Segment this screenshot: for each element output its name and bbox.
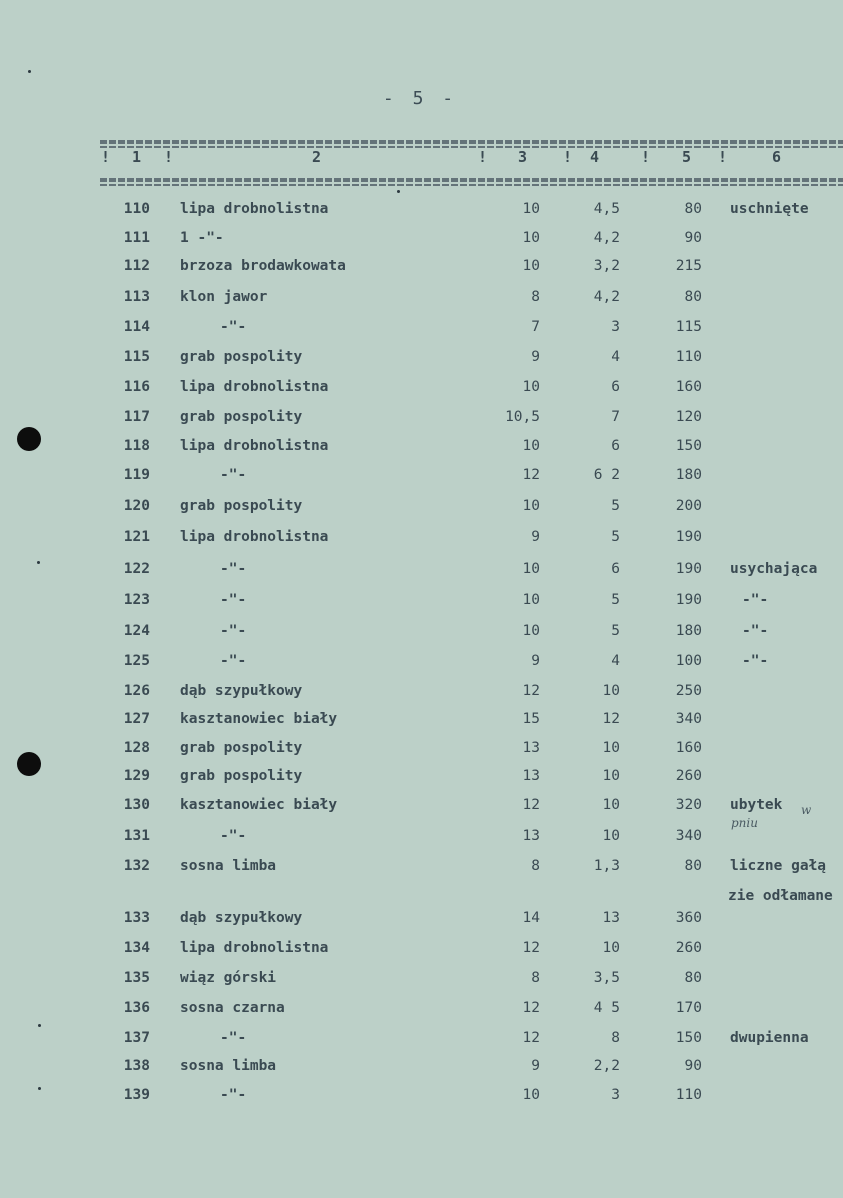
tree-species: kasztanowiec biały <box>180 711 338 727</box>
value-col-4: 3,5 <box>593 970 620 986</box>
value-col-3: 15 <box>522 711 540 727</box>
value-col-5: 340 <box>675 828 702 844</box>
tree-species: lipa drobnolistna <box>180 379 329 395</box>
value-col-5: 90 <box>684 230 702 246</box>
tree-number: 137 <box>123 1030 150 1046</box>
value-col-3: 13 <box>522 740 540 756</box>
value-col-3: 10 <box>522 201 540 217</box>
tree-number: 117 <box>123 409 150 425</box>
table-row <box>0 711 843 737</box>
tree-number: 136 <box>123 1000 150 1016</box>
value-col-4: 4,2 <box>593 289 620 305</box>
header-top-rule <box>100 140 843 144</box>
value-col-5: 80 <box>684 970 702 986</box>
value-col-4: 7 <box>611 409 620 425</box>
value-col-5: 340 <box>675 711 702 727</box>
value-col-5: 80 <box>684 858 702 874</box>
value-col-4: 4,5 <box>593 201 620 217</box>
value-col-5: 180 <box>675 467 702 483</box>
value-col-5: 360 <box>675 910 702 926</box>
value-col-5: 150 <box>675 438 702 454</box>
value-col-5: 90 <box>684 1058 702 1074</box>
table-row <box>0 910 843 936</box>
tree-number: 129 <box>123 768 150 784</box>
table-row <box>0 940 843 966</box>
value-col-4: 2,2 <box>593 1058 620 1074</box>
header-col-6: 6 <box>772 148 782 166</box>
tree-species: -"- <box>220 828 247 844</box>
value-col-3: 7 <box>531 319 540 335</box>
remark: -"- <box>742 623 769 639</box>
value-col-4: 3 <box>611 1087 620 1103</box>
paper-speck <box>37 561 40 564</box>
table-row <box>0 201 843 227</box>
header-col-4: 4 <box>590 148 600 166</box>
remark-continuation: zie odłamane <box>728 888 833 904</box>
tree-species: 1 -"- <box>180 230 224 246</box>
value-col-4: 13 <box>602 910 620 926</box>
value-col-3: 10 <box>522 1087 540 1103</box>
remark: -"- <box>742 653 769 669</box>
value-col-4: 10 <box>602 940 620 956</box>
table-row <box>0 438 843 464</box>
tree-number: 112 <box>123 258 150 274</box>
value-col-5: 190 <box>675 561 702 577</box>
value-col-4: 10 <box>602 683 620 699</box>
value-col-5: 200 <box>675 498 702 514</box>
table-row <box>0 768 843 794</box>
tree-number: 127 <box>123 711 150 727</box>
header-separator: ! <box>101 148 111 166</box>
table-row <box>0 592 843 618</box>
table-row <box>0 1058 843 1084</box>
value-col-3: 12 <box>522 797 540 813</box>
header-top-rule-2 <box>100 146 843 148</box>
tree-species: lipa drobnolistna <box>180 940 329 956</box>
tree-species: grab pospolity <box>180 409 303 425</box>
value-col-5: 170 <box>675 1000 702 1016</box>
value-col-4: 12 <box>602 711 620 727</box>
tree-species: kasztanowiec biały <box>180 797 338 813</box>
value-col-4: 5 <box>611 529 620 545</box>
tree-species: sosna limba <box>180 1058 277 1074</box>
table-row <box>0 1030 843 1056</box>
value-col-5: 120 <box>675 409 702 425</box>
punch-hole <box>17 427 41 451</box>
table-row <box>0 1087 843 1113</box>
remark: ubytek <box>730 797 783 813</box>
value-col-3: 12 <box>522 940 540 956</box>
tree-number: 131 <box>123 828 150 844</box>
value-col-4: 6 2 <box>593 467 620 483</box>
value-col-3: 10 <box>522 230 540 246</box>
page-number: - 5 - <box>382 88 458 109</box>
value-col-4: 10 <box>602 740 620 756</box>
value-col-3: 10 <box>522 561 540 577</box>
tree-species: dąb szypułkowy <box>180 910 303 926</box>
tree-number: 116 <box>123 379 150 395</box>
value-col-4: 10 <box>602 828 620 844</box>
value-col-4: 3 <box>611 319 620 335</box>
table-row <box>0 623 843 649</box>
value-col-4: 6 <box>611 438 620 454</box>
punch-hole <box>17 752 41 776</box>
tree-number: 139 <box>123 1087 150 1103</box>
value-col-3: 10 <box>522 498 540 514</box>
tree-number: 125 <box>123 653 150 669</box>
tree-species: lipa drobnolistna <box>180 438 329 454</box>
value-col-5: 190 <box>675 529 702 545</box>
tree-species: lipa drobnolistna <box>180 529 329 545</box>
table-row <box>0 970 843 996</box>
value-col-4: 5 <box>611 592 620 608</box>
remark: usychająca <box>730 561 818 577</box>
table-row <box>0 467 843 493</box>
header-col-5: 5 <box>682 148 692 166</box>
tree-number: 121 <box>123 529 150 545</box>
table-row <box>0 379 843 405</box>
tree-species: grab pospolity <box>180 349 303 365</box>
paper-speck <box>38 1087 41 1090</box>
table-row <box>0 258 843 284</box>
value-col-4: 1,3 <box>593 858 620 874</box>
value-col-5: 320 <box>675 797 702 813</box>
header-col-2: 2 <box>312 148 322 166</box>
value-col-3: 13 <box>522 768 540 784</box>
table-row <box>0 797 843 823</box>
value-col-5: 250 <box>675 683 702 699</box>
value-col-5: 115 <box>675 319 702 335</box>
paper-speck <box>28 70 31 73</box>
value-col-4: 3,2 <box>593 258 620 274</box>
value-col-5: 180 <box>675 623 702 639</box>
table-row <box>0 230 843 256</box>
tree-number: 138 <box>123 1058 150 1074</box>
value-col-3: 10 <box>522 258 540 274</box>
value-col-3: 10 <box>522 438 540 454</box>
value-col-5: 80 <box>684 289 702 305</box>
tree-species: brzoza brodawkowata <box>180 258 346 274</box>
tree-number: 120 <box>123 498 150 514</box>
handwritten-note: pniu <box>731 816 758 830</box>
value-col-3: 12 <box>522 1000 540 1016</box>
tree-species: klon jawor <box>180 289 268 305</box>
value-col-3: 12 <box>522 683 540 699</box>
tree-species: sosna limba <box>180 858 277 874</box>
value-col-3: 8 <box>531 858 540 874</box>
tree-number: 130 <box>123 797 150 813</box>
value-col-5: 100 <box>675 653 702 669</box>
value-col-3: 14 <box>522 910 540 926</box>
tree-species: -"- <box>220 623 247 639</box>
tree-number: 114 <box>123 319 150 335</box>
value-col-5: 260 <box>675 768 702 784</box>
handwritten-note: w <box>801 803 812 817</box>
value-col-3: 10,5 <box>505 409 540 425</box>
header-separator: ! <box>563 148 573 166</box>
table-row <box>0 319 843 345</box>
value-col-3: 13 <box>522 828 540 844</box>
tree-number: 126 <box>123 683 150 699</box>
tree-number: 124 <box>123 623 150 639</box>
tree-species: -"- <box>220 1087 247 1103</box>
remark: -"- <box>742 592 769 608</box>
value-col-4: 5 <box>611 623 620 639</box>
value-col-5: 260 <box>675 940 702 956</box>
table-row <box>0 828 843 854</box>
value-col-3: 8 <box>531 289 540 305</box>
tree-number: 128 <box>123 740 150 756</box>
value-col-5: 190 <box>675 592 702 608</box>
value-col-4: 10 <box>602 768 620 784</box>
paper-speck <box>38 1024 41 1027</box>
value-col-5: 160 <box>675 740 702 756</box>
value-col-4: 4 5 <box>593 1000 620 1016</box>
tree-species: -"- <box>220 1030 247 1046</box>
tree-number: 119 <box>123 467 150 483</box>
tree-species: -"- <box>220 592 247 608</box>
header-bottom-rule <box>100 178 843 182</box>
value-col-3: 10 <box>522 379 540 395</box>
tree-number: 113 <box>123 289 150 305</box>
tree-species: -"- <box>220 561 247 577</box>
tree-number: 132 <box>123 858 150 874</box>
value-col-3: 8 <box>531 970 540 986</box>
value-col-5: 215 <box>675 258 702 274</box>
value-col-4: 4,2 <box>593 230 620 246</box>
tree-number: 115 <box>123 349 150 365</box>
tree-species: grab pospolity <box>180 740 303 756</box>
tree-species: wiąz górski <box>180 970 277 986</box>
header-bottom-rule-2 <box>100 184 843 186</box>
table-row <box>0 289 843 315</box>
value-col-4: 4 <box>611 349 620 365</box>
value-col-3: 9 <box>531 529 540 545</box>
value-col-3: 10 <box>522 623 540 639</box>
header-separator: ! <box>641 148 651 166</box>
table-row <box>0 409 843 435</box>
remark: uschnięte <box>730 201 809 217</box>
tree-species: lipa drobnolistna <box>180 201 329 217</box>
table-row <box>0 529 843 555</box>
value-col-4: 8 <box>611 1030 620 1046</box>
value-col-3: 10 <box>522 592 540 608</box>
table-row <box>0 653 843 679</box>
header-col-1: 1 <box>132 148 142 166</box>
value-col-4: 5 <box>611 498 620 514</box>
tree-number: 135 <box>123 970 150 986</box>
value-col-5: 150 <box>675 1030 702 1046</box>
value-col-4: 4 <box>611 653 620 669</box>
remark: liczne gałą <box>730 858 827 874</box>
value-col-5: 110 <box>675 1087 702 1103</box>
remark: dwupienna <box>730 1030 809 1046</box>
tree-number: 133 <box>123 910 150 926</box>
tree-number: 134 <box>123 940 150 956</box>
header-separator: ! <box>478 148 488 166</box>
tree-number: 123 <box>123 592 150 608</box>
header-separator: ! <box>718 148 728 166</box>
tree-species: sosna czarna <box>180 1000 285 1016</box>
tree-species: -"- <box>220 319 247 335</box>
tree-number: 110 <box>123 201 150 217</box>
value-col-3: 9 <box>531 653 540 669</box>
value-col-5: 160 <box>675 379 702 395</box>
header-separator: ! <box>164 148 174 166</box>
table-row <box>0 1000 843 1026</box>
value-col-3: 12 <box>522 467 540 483</box>
table-row <box>0 683 843 709</box>
value-col-5: 80 <box>684 201 702 217</box>
tree-species: dąb szypułkowy <box>180 683 303 699</box>
tree-number: 122 <box>123 561 150 577</box>
value-col-4: 10 <box>602 797 620 813</box>
tree-species: grab pospolity <box>180 498 303 514</box>
value-col-4: 6 <box>611 561 620 577</box>
header-col-3: 3 <box>518 148 528 166</box>
value-col-5: 110 <box>675 349 702 365</box>
value-col-3: 12 <box>522 1030 540 1046</box>
table-row <box>0 561 843 587</box>
tree-number: 111 <box>123 230 150 246</box>
value-col-3: 9 <box>531 349 540 365</box>
tree-number: 118 <box>123 438 150 454</box>
table-row <box>0 498 843 524</box>
table-row <box>0 740 843 766</box>
tree-species: -"- <box>220 467 247 483</box>
value-col-3: 9 <box>531 1058 540 1074</box>
paper-speck <box>397 190 400 193</box>
tree-species: -"- <box>220 653 247 669</box>
table-row <box>0 858 843 884</box>
table-row <box>0 349 843 375</box>
tree-species: grab pospolity <box>180 768 303 784</box>
value-col-4: 6 <box>611 379 620 395</box>
